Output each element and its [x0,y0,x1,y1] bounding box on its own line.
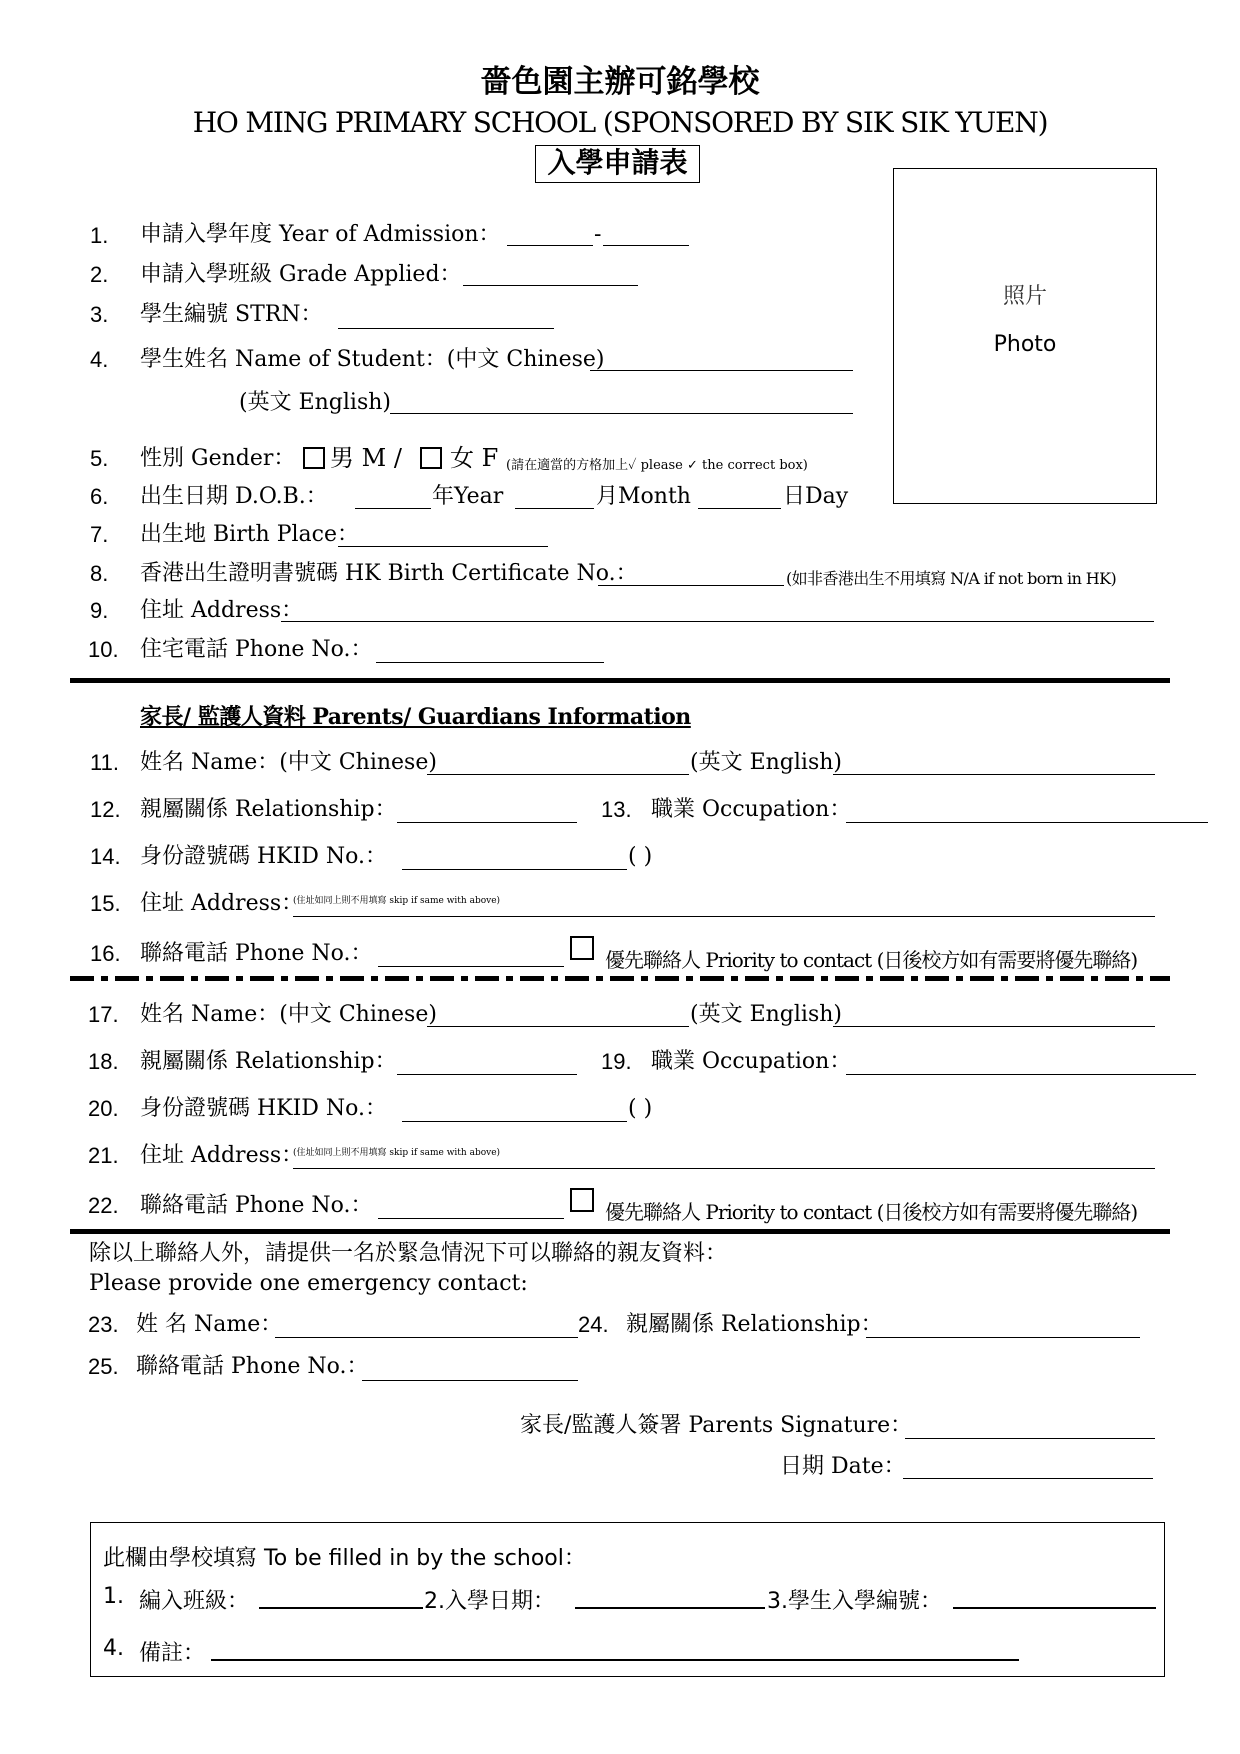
dob-month-field[interactable] [515,508,594,509]
home-phone-field[interactable] [376,662,604,663]
field-number: 23. [88,1312,119,1337]
year-separator: - [594,222,602,247]
guardian2-address-note: (住址如同上則不用填寫 skip if same with above) [293,1148,501,1158]
guardian1-hkid-field[interactable] [402,869,627,870]
field-number: 25. [88,1354,119,1379]
guardian1-name-english-field[interactable] [833,774,1155,775]
student-name-chinese-label: 學生姓名 Name of Student：(中文 Chinese) [140,347,605,372]
parent-signature-field[interactable] [905,1438,1155,1439]
guardian1-address-note: (住址如同上則不用填寫 skip if same with above) [293,896,501,906]
signature-date-label: 日期 Date： [780,1454,906,1479]
field-number: 5. [90,446,109,471]
field-number: 4. [103,1636,124,1661]
emergency-intro-english: Please provide one emergency contact: [89,1271,528,1296]
birth-certificate-label: 香港出生證明書號碼 HK Birth Certificate No.： [140,561,638,586]
dob-year-field[interactable] [355,508,431,509]
field-number: 24. [578,1312,609,1337]
field-number: 12. [90,797,121,822]
grade-applied-label: 申請入學班級 Grade Applied： [140,262,462,287]
year-of-admission-end-field[interactable] [603,245,689,246]
guardian2-occupation-field[interactable] [846,1074,1196,1075]
strn-field[interactable] [338,328,554,329]
birth-place-label: 出生地 Birth Place： [140,522,360,547]
field-number: 6. [90,484,109,509]
student-name-chinese-field[interactable] [590,370,853,371]
grade-applied-field[interactable] [463,285,638,286]
year-of-admission-start-field[interactable] [507,245,593,246]
dob-year-label: 年Year [432,484,504,509]
guardian2-hkid-label: 身份證號碼 HKID No.： [140,1096,388,1121]
gender-female-checkbox[interactable] [420,447,442,469]
remarks-field[interactable] [211,1659,1019,1661]
section-divider [70,1229,1170,1234]
emergency-phone-field[interactable] [362,1380,578,1381]
signature-date-field[interactable] [903,1478,1153,1479]
field-number: 17. [88,1002,119,1027]
field-number: 3. [90,302,109,327]
guardian2-relationship-label: 親屬關係 Relationship： [140,1049,397,1074]
parents-section-title: 家長/ 監護人資料 Parents/ Guardians Information [140,704,691,730]
emergency-relationship-field[interactable] [866,1337,1140,1338]
school-use-box [90,1522,1165,1677]
dob-label: 出生日期 D.O.B.： [140,484,328,509]
field-number: 22. [88,1193,119,1218]
guardian1-address-label: 住址 Address： [140,891,304,916]
field-number: 18. [88,1049,119,1074]
field-number: 7. [90,522,109,547]
strn-label: 學生編號 STRN： [140,302,323,327]
field-number: 13. [601,797,632,822]
photo-label-chinese: 照片 [1002,284,1047,309]
school-use-title: 此欄由學校填寫 To be filled in by the school： [103,1546,586,1571]
gender-female-label: 女 F [450,444,499,472]
guardian1-address-field[interactable] [293,916,1155,917]
birth-place-field[interactable] [338,546,548,547]
field-number: 8. [90,561,109,586]
admission-date-label: 2.入學日期： [424,1589,555,1614]
guardian2-hkid-check-digit[interactable]: ( ) [628,1096,653,1121]
guardian1-phone-label: 聯絡電話 Phone No.： [140,941,373,966]
class-assigned-field[interactable] [259,1607,423,1609]
guardian2-name-english-label: (英文 English) [690,1002,843,1027]
dob-month-label: 月Month [596,484,691,509]
student-name-english-field[interactable] [390,413,853,414]
field-number: 16. [90,941,121,966]
guardian2-name-chinese-field[interactable] [427,1026,689,1027]
guardian1-priority-label: 優先聯絡人 Priority to contact (日後校方如有需要將優先聯絡) [605,948,1138,972]
field-number: 1. [90,223,109,248]
section-divider [70,678,1170,683]
address-label: 住址 Address： [140,598,304,623]
field-number: 4. [90,347,109,372]
guardian1-name-chinese-field[interactable] [427,774,689,775]
admission-number-field[interactable] [953,1607,1156,1609]
admission-date-field[interactable] [575,1607,765,1609]
dob-day-label: 日Day [783,484,849,509]
guardian2-name-chinese-label: 姓名 Name：(中文 Chinese) [140,1002,437,1027]
emergency-phone-label: 聯絡電話 Phone No.： [136,1354,369,1379]
guardian2-phone-field[interactable] [378,1218,564,1219]
guardian-divider [70,976,1170,981]
field-number: 11. [90,750,119,775]
guardian2-address-label: 住址 Address： [140,1143,304,1168]
school-name-chinese: 嗇色園主辦可銘學校 [480,64,760,100]
class-assigned-label: 編入班級： [139,1589,250,1614]
remarks-label: 備註： [139,1641,206,1666]
gender-male-label: 男 M / [330,444,402,472]
guardian1-occupation-label: 職業 Occupation： [651,797,852,822]
guardian2-phone-label: 聯絡電話 Phone No.： [140,1193,373,1218]
guardian1-relationship-label: 親屬關係 Relationship： [140,797,397,822]
field-number: 10. [88,637,119,662]
guardian2-address-field[interactable] [293,1168,1155,1169]
emergency-name-field[interactable] [275,1337,578,1338]
guardian2-priority-checkbox[interactable] [570,1188,594,1212]
home-phone-label: 住宅電話 Phone No.： [140,637,373,662]
photo-label-english: Photo [993,332,1057,357]
field-number: 1. [103,1584,124,1609]
gender-label: 性別 Gender： [140,446,296,471]
address-field[interactable] [281,621,1154,622]
guardian2-occupation-label: 職業 Occupation： [651,1049,852,1074]
guardian1-relationship-field[interactable] [397,822,577,823]
field-number: 20. [88,1096,119,1121]
field-number: 15. [90,891,121,916]
birth-certificate-field[interactable] [598,585,784,586]
guardian1-hkid-check-digit[interactable]: ( ) [628,844,653,869]
admission-number-label: 3.學生入學編號： [767,1589,942,1614]
emergency-name-label: 姓 名 Name： [136,1312,283,1337]
guardian1-priority-checkbox[interactable] [570,936,594,960]
field-number: 21. [88,1143,119,1168]
guardian1-hkid-label: 身份證號碼 HKID No.： [140,844,388,869]
birth-certificate-note: (如非香港出生不用填寫 N/A if not born in HK) [786,569,1117,588]
field-number: 19. [601,1049,632,1074]
dob-day-field[interactable] [698,508,781,509]
guardian1-occupation-field[interactable] [846,822,1208,823]
guardian2-priority-label: 優先聯絡人 Priority to contact (日後校方如有需要將優先聯絡) [605,1200,1138,1224]
field-number: 2. [90,262,109,287]
emergency-intro-chinese: 除以上聯絡人外，請提供一名於緊急情況下可以聯絡的親友資料： [89,1241,728,1266]
guardian1-name-english-label: (英文 English) [690,750,843,775]
parent-signature-label: 家長/監護人簽署 Parents Signature： [520,1413,913,1438]
guardian1-name-chinese-label: 姓名 Name：(中文 Chinese) [140,750,437,775]
year-of-admission-label: 申請入學年度 Year of Admission： [140,222,501,247]
student-name-english-label: (英文 English) [239,390,392,415]
school-name-english: HO MING PRIMARY SCHOOL (SPONSORED BY SIK SIK YUEN) [192,106,1048,139]
guardian1-phone-field[interactable] [378,966,564,967]
field-number: 9. [90,598,109,623]
gender-male-checkbox[interactable] [303,447,325,469]
form-title: 入學申請表 [535,145,700,183]
guardian2-hkid-field[interactable] [402,1121,627,1122]
field-number: 14. [90,844,121,869]
emergency-relationship-label: 親屬關係 Relationship： [626,1312,883,1337]
guardian2-relationship-field[interactable] [397,1074,577,1075]
gender-note: (請在適當的方格加上✓ please ✓ the correct box) [506,458,808,473]
photo-box [893,168,1157,504]
guardian2-name-english-field[interactable] [833,1026,1155,1027]
